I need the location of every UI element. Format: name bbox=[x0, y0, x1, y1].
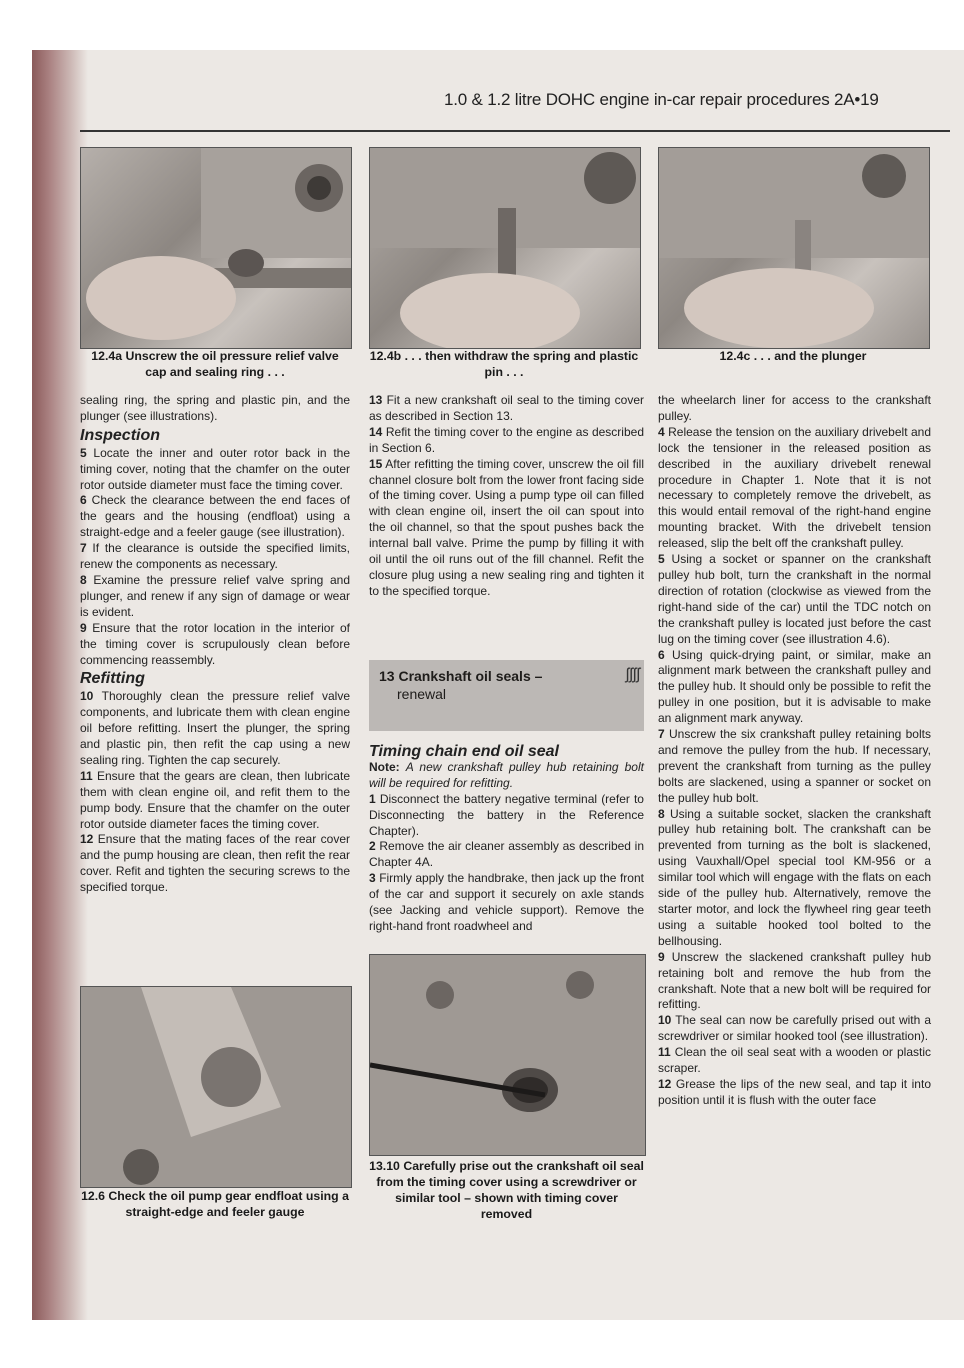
para-7: 7 If the clearance is outside the specified limits, renew the components as necessary. bbox=[80, 541, 350, 572]
photo-12-4b bbox=[369, 147, 641, 349]
para-3: 3 Firmly apply the handbrake, then jack up the front of the car and support it securely on axle stands (see Jacking and vehicle support). Remove the right-hand front roadwheel and bbox=[369, 871, 644, 933]
para-5b: 5 Using a socket or spanner on the crankshaft pulley hub bolt, turn the crankshaft in the normal direction of rotation (clockwise as viewed from the right-hand side of the car) until the TDC notch on the crankshaft pulley is located just before the cast lug on the timing cover (see illustration 4.6). bbox=[658, 552, 931, 646]
para-6: 6 Check the clearance between the end faces of the gears and the housing (endfloat) using a straight-edge and a feeler gauge (see illustration). bbox=[80, 493, 350, 540]
para-4: 4 Release the tension on the auxiliary drivebelt and lock the tensioner in the released position as described in the auxiliary drivebelt renewal procedure in Chapter 1. Note that it is not necessary to completely remove the drivebelt, as this would entail removal of the right-hand engine mounting bracket. With the drivebelt tension released, slip the belt off the crankshaft pulley. bbox=[658, 424, 931, 551]
caption-12-6: 12.6 Check the oil pump gear endfloat using a straight-edge and feeler gauge bbox=[81, 1189, 349, 1219]
para-10: 10 Thoroughly clean the pressure relief valve components, and lubricate them with clean engine oil before refitting. Insert the plunger, the spring and plastic pin, then refit the cap using a new sealing ring. Tighten the cap securely. bbox=[80, 689, 350, 767]
heading-timing-chain-end-oil-seal: Timing chain end oil seal bbox=[369, 743, 559, 760]
para-6b: 6 Using quick-drying paint, or similar, make an alignment mark between the crankshaft pulley and the pulley hub. It should only be possible to refit the pulley in one position, but it is advisable to make an alignment mark anyway. bbox=[658, 647, 931, 726]
para-9: 9 Ensure that the rotor location in the interior of the timing cover is scrupulously clean before commencing reassembly. bbox=[80, 620, 350, 667]
para-10b: 10 The seal can now be carefully prised out with a screwdriver or similar hooked tool (see illustration). bbox=[658, 1013, 931, 1044]
photo-13-10 bbox=[369, 954, 646, 1156]
para-12b: 12 Grease the lips of the new seal, and tap it into position until it is flush with the outer face bbox=[658, 1076, 931, 1107]
section-13-header bbox=[369, 660, 644, 731]
column-2 bbox=[369, 393, 644, 600]
para-8b: 8 Using a suitable socket, slacken the crankshaft pulley hub retaining bolt. The crankshaft can be prevented from turning as the bolt is slackened, using Vauxhall/Opel special tool KM-956 or a similar tool which will engage with the flats on each side of the pulley hub. Alternatively, remove the starter motor, and lock the flywheel ring gear teeth using a suitable hooked tool bolted to the bellhousing. bbox=[658, 806, 931, 948]
caption-12-4c: 12.4c . . . and the plunger bbox=[719, 349, 867, 363]
para-5: 5 Locate the inner and outer rotor back in the timing cover, noting that the chamfer on the outer rotor outside diameter must face the timing cover. bbox=[80, 445, 351, 492]
col1-intro: sealing ring, the spring and plastic pin, and the plunger (see illustrations). bbox=[80, 393, 350, 423]
column-3 bbox=[658, 393, 931, 1109]
para-9b: 9 Unscrew the slackened crankshaft pulley hub retaining bolt and remove the hub from the crankshaft. Note that a new bolt will be required for refitting. bbox=[658, 949, 931, 1012]
para-11b: 11 Clean the oil seal seat with a wooden or plastic scraper. bbox=[658, 1045, 931, 1076]
photo-13-10-art bbox=[370, 955, 645, 1155]
caption-12-4b: 12.4b . . . then withdraw the spring and plastic pin . . . bbox=[369, 349, 639, 379]
para-2: 2 Remove the air cleaner assembly as described in Chapter 4A. bbox=[369, 839, 645, 870]
para-1: 1 Disconnect the battery negative terminal (refer to Disconnecting the battery in the Reference Chapter). bbox=[369, 791, 644, 838]
para-15: 15 After refitting the timing cover, unscrew the oil fill channel closure bolt from the lower front facing side of the timing cover. Using a pump type oil can filled with clean engine oil, insert the oil can spout into the oil channel, so that the spout pushes back the internal ball valve. Prime the pump by filling it with oil until the oil runs out of the fill channel. Refit the closure plug using a new sealing ring and tighten it to the specified torque. bbox=[369, 456, 645, 598]
difficulty-spanner-icon: ʃʃʃʃ bbox=[625, 666, 640, 683]
para-8: 8 Examine the pressure relief valve spring and plunger, and renew if any sign of damage or wear is evident. bbox=[80, 572, 350, 619]
para-12: 12 Ensure that the mating faces of the rear cover and the pump housing are clean, then refit the rear cover. Refit and tighten the securing screws to the specified torque. bbox=[80, 832, 350, 895]
column-1 bbox=[80, 393, 350, 896]
heading-inspection: Inspection bbox=[80, 426, 161, 444]
section-13-title: 13 Crankshaft oil seals – bbox=[379, 668, 543, 684]
photo-12-4a-art bbox=[81, 148, 351, 348]
heading-refitting: Refitting bbox=[80, 670, 145, 688]
photo-12-4c-art bbox=[659, 148, 929, 348]
col3-intro: the wheelarch liner for access to the crankshaft pulley. bbox=[658, 393, 931, 423]
photo-12-4c bbox=[658, 147, 930, 349]
page-header: 1.0 & 1.2 litre DOHC engine in-car repair procedures 2A•19 bbox=[444, 90, 879, 109]
photo-12-4b-art bbox=[370, 148, 640, 348]
note-paragraph: Note: A new crankshaft pulley hub retaining bolt will be required for refitting. bbox=[369, 759, 644, 790]
photo-12-6 bbox=[80, 986, 352, 1188]
caption-13-10: 13.10 Carefully prise out the crankshaft oil seal from the timing cover using a screwdriver or similar tool – shown with timing cover removed bbox=[369, 1159, 644, 1221]
para-11: 11 Ensure that the gears are clean, then lubricate them with clean engine oil, and refit them to the pump body. Ensure that the chamfer on the outer rotor outside diameter faces the timing cover. bbox=[80, 768, 350, 831]
section-13-subtitle: renewal bbox=[397, 686, 447, 702]
photo-12-6-art bbox=[81, 987, 351, 1187]
para-13: 13 Fit a new crankshaft oil seal to the timing cover as described in Section 13. bbox=[369, 393, 644, 423]
para-7b: 7 Unscrew the six crankshaft pulley retaining bolts and remove the pulley from the hub. If necessary, prevent the crankshaft from turning as the pulley bolts are slackened, using a spanner or socket on the pulley hub bolt. bbox=[658, 727, 931, 805]
photo-12-4a bbox=[80, 147, 352, 349]
caption-12-4a: 12.4a Unscrew the oil pressure relief valve cap and sealing ring . . . bbox=[91, 349, 339, 379]
header-rule bbox=[80, 130, 950, 132]
manual-page bbox=[32, 50, 964, 1320]
para-14: 14 Refit the timing cover to the engine as described in Section 6. bbox=[369, 424, 644, 455]
column-2-continued bbox=[369, 744, 644, 935]
